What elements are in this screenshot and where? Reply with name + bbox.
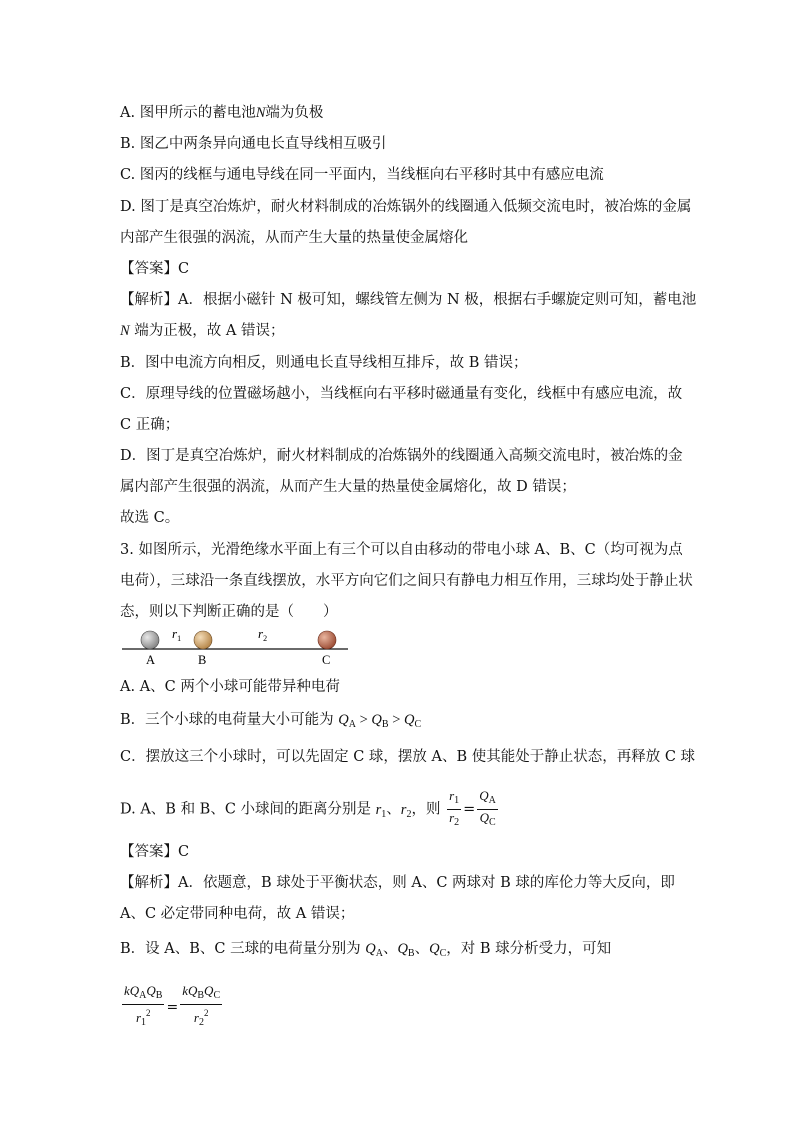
- q2-answer: 【答案】C: [120, 261, 190, 277]
- q3-option-d-ratio-r: $\frac{r_1}{r_2}$: [449, 788, 460, 828]
- q2-option-a-text: A. 图甲所示的蓄电池: [120, 105, 256, 121]
- q2-option-a: [120, 103, 680, 123]
- q3-stem-2: 电荷），三球沿一条直线摆放，水平方向它们之间只有静电力相互作用，三球均处于静止状: [120, 573, 693, 589]
- q2-option-b: B. 图乙中两条异向通电长直导线相互吸引: [120, 136, 387, 152]
- label-a: A: [146, 653, 156, 667]
- q2-option-a-tail: 端为负极: [265, 105, 324, 121]
- coulomb-equation: $\frac{kQ_AQ_B}{r_1^2}$ = $\frac{kQ_BQ_C}{r_2^2}$: [120, 983, 224, 1031]
- q3-explanation-2: A、C 必定带同种电荷，故 A 错误；: [120, 906, 355, 922]
- q2-option-d-line2: 内部产生很强的涡流，从而产生大量的热量使金属熔化: [120, 230, 468, 246]
- q3-option-d-r2: $r_2$: [400, 801, 412, 820]
- ball-b: [194, 631, 212, 649]
- q3-option-a: A. A、C 两个小球可能带异种电荷: [120, 679, 340, 695]
- q2-explanation-7: 属内部产生很强的涡流，从而产生大量的热量使金属熔化，故 D 错误；: [120, 479, 576, 495]
- label-r2: $r_2$: [258, 626, 268, 643]
- q3-explanation-1: 【解析】A．依题意，B 球处于平衡状态，则 A、C 两球对 B 球的库伦力等大反向，即: [120, 875, 675, 891]
- q3-answer: 【答案】C: [120, 844, 190, 860]
- q2-explanation-8: 故选 C。: [120, 510, 180, 526]
- label-r1: $r_1$: [172, 626, 182, 643]
- label-c: C: [322, 653, 331, 667]
- q2-option-c: C. 图丙的线框与通电导线在同一平面内，当线框向右平移时其中有感应电流: [120, 167, 604, 183]
- ball-c: [318, 631, 336, 649]
- q2-explanation-3: B．图中电流方向相反，则通电长直导线相互排斥，故 B 错误；: [120, 355, 528, 371]
- equation-left-fraction: $\frac{kQ_AQ_B}{r_1^2}$: [124, 983, 163, 1028]
- q3-option-c: C．摆放这三个小球时，可以先固定 C 球，摆放 A、B 使其能处于静止状态，再释放 C 球: [120, 749, 696, 765]
- q2-option-a-var: N: [255, 105, 266, 121]
- q2-explanation-1: 【解析】A．根据小磁针 N 极可知，螺线管左侧为 N 极，根据右手螺旋定则可知，蓄电池: [120, 292, 697, 308]
- q3-option-d-r1: $r_1$: [375, 801, 387, 820]
- q3-stem-1: 3. 如图所示，光滑绝缘水平面上有三个可以自由移动的带电小球 A、B、C（均可视为点: [120, 542, 683, 558]
- three-balls-figure: [120, 625, 352, 669]
- ball-a: [141, 631, 159, 649]
- q3-option-d-ratio-q: $\frac{Q_A}{Q_C}$: [479, 788, 496, 828]
- q3-explanation-3: B．设 A、B、C 三球的电荷量分别为 $Q_A$、$Q_B$、$Q_C$，对 B 球分析受力，可知: [120, 941, 612, 959]
- q2-explanation-4: C．原理导线的位置磁场越小，当线框向右平移时磁通量有变化，线框中有感应电流，故: [120, 386, 683, 402]
- q2-explanation-2: [120, 321, 680, 341]
- label-b: B: [198, 653, 207, 667]
- q3-option-d-text: D. A、B 和 B、C 小球间的距离分别是: [120, 801, 376, 818]
- q2-explanation-6: D．图丁是真空冶炼炉，耐火材料制成的冶炼锅外的线圈通入高频交流电时，被冶炼的金: [120, 448, 683, 464]
- q3-stem-3: 态，则以下判断正确的是（ ）: [120, 604, 338, 620]
- q3-option-b-formula: $Q_A > Q_B > Q_C$: [338, 712, 422, 730]
- q2-option-d-line1: D. 图丁是真空冶炼炉，耐火材料制成的冶炼锅外的线圈通入低频交流电时，被冶炼的金属: [120, 199, 692, 215]
- q3-option-d: D. A、B 和 B、C 小球间的距离分别是 $r_1$、$r_2$，则 $\frac{r_1}{r_2}$ = $\frac{Q_A}{Q_C}$: [120, 788, 680, 828]
- q2-explanation-5: C 正确；: [120, 417, 180, 433]
- q3-option-b: [120, 710, 680, 735]
- q2-explanation-var: N: [120, 323, 130, 339]
- equation-right-fraction: $\frac{kQ_BQ_C}{r_2^2}$: [182, 983, 221, 1028]
- q3-option-b-text: B．三个小球的电荷量大小可能为: [120, 712, 339, 728]
- q3-explanation-3-text: B．设 A、B、C 三球的电荷量分别为: [120, 941, 366, 957]
- q2-explanation-2-text: 端为正极，故 A 错误；: [129, 323, 285, 339]
